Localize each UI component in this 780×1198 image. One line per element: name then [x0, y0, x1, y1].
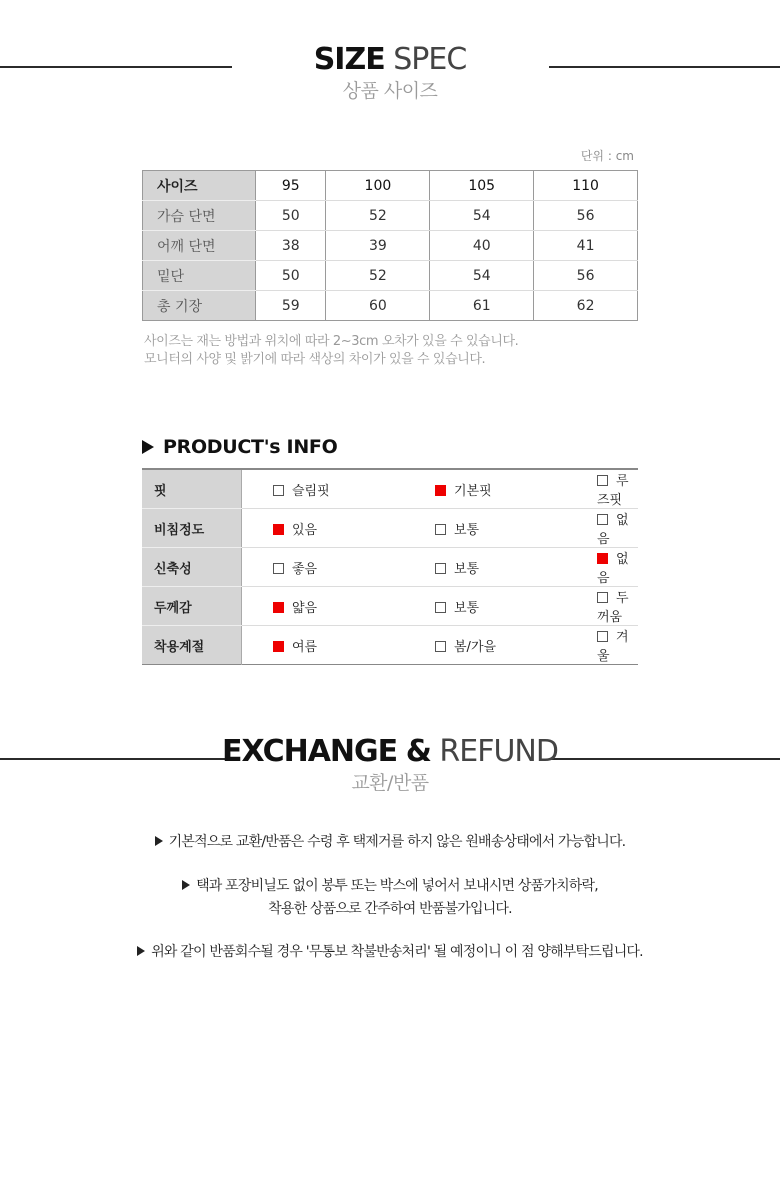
size-header-label: 사이즈 — [143, 171, 256, 201]
table-cell: 62 — [534, 291, 638, 321]
option — [566, 587, 638, 626]
checkbox-icon — [597, 592, 608, 603]
option — [404, 626, 566, 665]
triangle-bullet-icon — [137, 946, 145, 956]
table-row — [142, 509, 638, 548]
option — [404, 469, 566, 509]
row-label: 가슴 단면 — [143, 201, 256, 231]
option — [404, 587, 566, 626]
option — [242, 587, 405, 626]
exchange-refund-title — [0, 734, 780, 769]
exchange-refund-subtitle: 교환/반품 — [351, 772, 429, 794]
table-cell: 39 — [326, 231, 430, 261]
table-cell: 50 — [256, 261, 326, 291]
option — [242, 469, 405, 509]
unit-note: 단위 : cm — [580, 149, 634, 163]
row-label: 두께감 — [142, 587, 242, 626]
option-label: 좋음 — [292, 561, 318, 577]
policy-text: 위와 같이 반품회수될 경우 '무통보 착불반송처리' 될 예정이니 이 점 양해부탁드립니다. — [151, 944, 643, 960]
table-row — [143, 261, 638, 291]
table-cell: 40 — [430, 231, 534, 261]
checkbox-icon — [273, 602, 284, 613]
table-cell: 50 — [256, 201, 326, 231]
option-label: 봄/가을 — [454, 639, 497, 655]
option — [242, 626, 405, 665]
checkbox-icon — [435, 563, 446, 574]
checkbox-icon — [273, 524, 284, 535]
table-cell: 54 — [430, 261, 534, 291]
product-info-table — [142, 468, 638, 665]
row-label: 밑단 — [143, 261, 256, 291]
option — [566, 626, 638, 665]
checkbox-icon — [273, 563, 284, 574]
option — [242, 548, 405, 587]
size-table-header-row — [143, 171, 638, 201]
table-cell: 56 — [534, 261, 638, 291]
table-cell: 52 — [326, 261, 430, 291]
row-label: 신축성 — [142, 548, 242, 587]
size-column: 105 — [430, 171, 534, 201]
row-label: 핏 — [142, 469, 242, 509]
table-cell: 61 — [430, 291, 534, 321]
checkbox-icon — [597, 631, 608, 642]
triangle-bullet-icon — [142, 440, 154, 454]
row-label: 총 기장 — [143, 291, 256, 321]
policy-line — [0, 941, 780, 961]
title-light: SPEC — [393, 42, 467, 77]
size-note: 모니터의 사양 및 밝기에 따라 색상의 차이가 있을 수 있습니다. — [144, 352, 486, 367]
product-info-title-text: PRODUCT's INFO — [163, 436, 338, 458]
table-cell: 52 — [326, 201, 430, 231]
option — [404, 548, 566, 587]
table-row — [143, 231, 638, 261]
table-cell: 60 — [326, 291, 430, 321]
option — [242, 509, 405, 548]
row-label: 비침정도 — [142, 509, 242, 548]
title-light: REFUND — [439, 734, 558, 769]
title-ampersand: & — [405, 734, 431, 769]
checkbox-icon — [435, 485, 446, 496]
product-info-title — [142, 436, 337, 458]
row-label: 착용계절 — [142, 626, 242, 665]
title-bold: EXCHANGE — [222, 734, 398, 769]
option-label: 루즈핏 — [597, 474, 629, 508]
checkbox-icon — [597, 514, 608, 525]
table-cell: 56 — [534, 201, 638, 231]
checkbox-icon — [435, 602, 446, 613]
table-row — [143, 291, 638, 321]
checkbox-icon — [273, 641, 284, 652]
table-row — [143, 201, 638, 231]
size-column: 95 — [256, 171, 326, 201]
size-notes — [144, 333, 518, 369]
checkbox-icon — [597, 553, 608, 564]
option-label: 여름 — [292, 639, 318, 655]
policy-text: 착용한 상품으로 간주하여 반품불가입니다. — [268, 901, 512, 917]
option-label: 기본핏 — [454, 483, 492, 499]
table-row — [142, 548, 638, 587]
size-note: 사이즈는 재는 방법과 위치에 따라 2~3cm 오차가 있을 수 있습니다. — [144, 334, 519, 349]
option-label: 보통 — [454, 522, 480, 538]
policy-line — [0, 898, 780, 918]
checkbox-icon — [435, 524, 446, 535]
row-label: 어깨 단면 — [143, 231, 256, 261]
triangle-bullet-icon — [182, 880, 190, 890]
size-table — [142, 170, 638, 321]
checkbox-icon — [435, 641, 446, 652]
size-column: 100 — [326, 171, 430, 201]
option-label: 슬림핏 — [292, 483, 330, 499]
policy-text: 택과 포장비닐도 없이 봉투 또는 박스에 넣어서 보내시면 상품가치하락, — [196, 878, 598, 894]
table-row — [142, 587, 638, 626]
size-spec-subtitle: 상품 사이즈 — [342, 80, 438, 102]
table-cell: 59 — [256, 291, 326, 321]
checkbox-icon — [597, 475, 608, 486]
checkbox-icon — [273, 485, 284, 496]
title-bold: SIZE — [313, 42, 385, 77]
option-label: 얇음 — [292, 600, 318, 616]
table-row — [142, 469, 638, 509]
option — [566, 469, 638, 509]
option-label: 두꺼움 — [597, 591, 629, 625]
policy-text: 기본적으로 교환/반품은 수령 후 택제거를 하지 않은 원배송상태에서 가능합니다. — [168, 834, 626, 850]
option-label: 없음 — [597, 552, 629, 586]
option-label: 있음 — [292, 522, 318, 538]
option — [566, 509, 638, 548]
table-row — [142, 626, 638, 665]
option — [404, 509, 566, 548]
policy-line — [0, 831, 780, 851]
policy-line — [0, 875, 780, 895]
option-label: 없음 — [597, 513, 629, 547]
option-label: 보통 — [454, 561, 480, 577]
table-cell: 41 — [534, 231, 638, 261]
table-cell: 38 — [256, 231, 326, 261]
option-label: 보통 — [454, 600, 480, 616]
size-spec-title — [0, 42, 780, 77]
size-column: 110 — [534, 171, 638, 201]
table-cell: 54 — [430, 201, 534, 231]
option — [566, 548, 638, 587]
triangle-bullet-icon — [155, 836, 163, 846]
option-label: 겨울 — [597, 630, 629, 664]
